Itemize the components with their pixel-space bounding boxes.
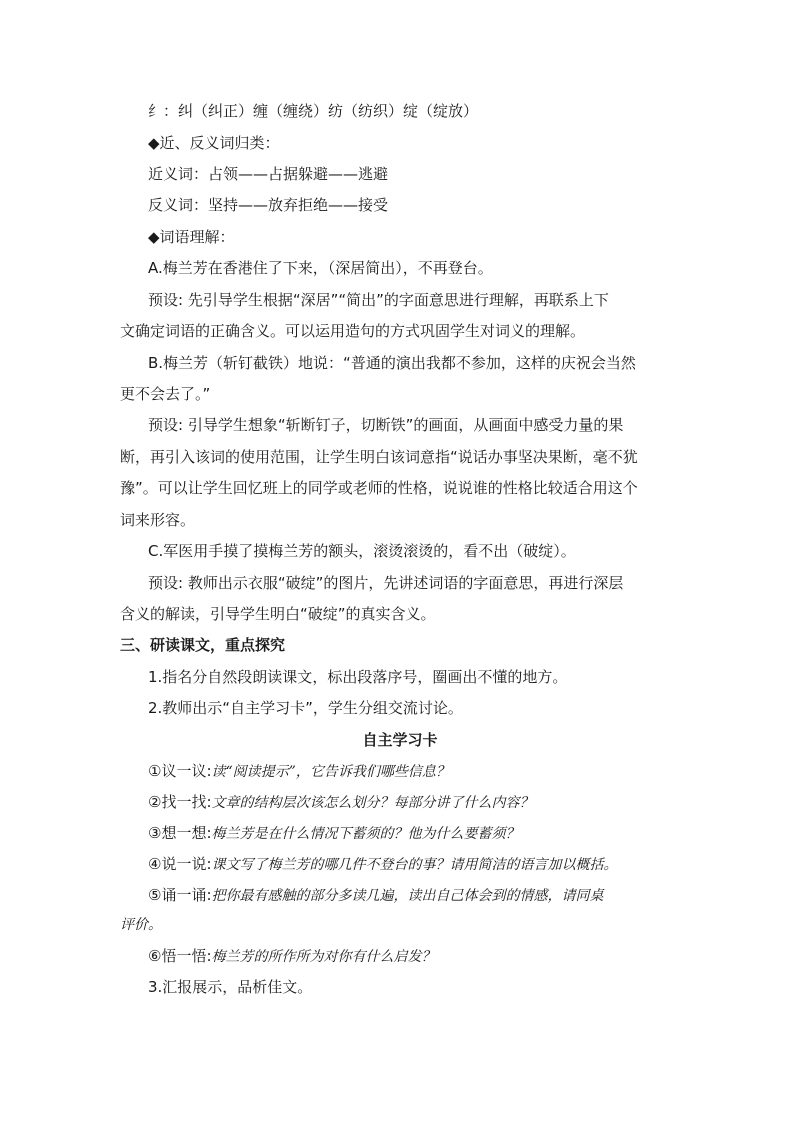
card-item-text: 梅兰芳的所作所为对你有什么启发？ [211, 949, 436, 965]
text-line: ◆近、反义词归类： [148, 134, 280, 152]
card-item-label: ⑥悟一悟: [148, 947, 212, 965]
text-line: 纟：纠（纠正）缠（缠绕）纺（纺织）绽（绽放） [148, 102, 479, 120]
text-line: A.梅兰芳在香港住了下来，（深居简出），不再登台。 [148, 259, 493, 277]
text-line: 预设: 先引导学生根据“深居”“简出”的字面意思进行理解，再联系上下 [148, 291, 609, 309]
card-item-text: 梅兰芳是在什么情况下蓄须的？他为什么要蓄须？ [211, 826, 520, 842]
text-line: 预设: 教师出示衣服“破绽”的图片，先讲述词语的字面意思，再进行深层 [148, 574, 624, 592]
text-line: 豫”。可以让学生回忆班上的同学或老师的性格，说说谁的性格比较适合用这个 [120, 479, 638, 497]
card-item [148, 885, 708, 906]
card-item-text: 读“阅读提示”，它告诉我们哪些信息？ [211, 764, 450, 780]
card-title: 自主学习卡 [362, 731, 438, 749]
text-line: 3.汇报展示，品析佳文。 [148, 978, 313, 996]
text-line: 更不会去了。” [120, 385, 211, 403]
text-line: 2.教师出示“自主学习卡”，学生分组交流讨论。 [148, 699, 463, 717]
text-line: ◆词语理解： [148, 228, 235, 246]
card-item [148, 946, 708, 967]
card-item [120, 914, 680, 935]
card-item-label: ③想一想: [148, 824, 212, 842]
text-line: 断，再引入该词的使用范围，让学生明白该词意指“说话办事坚决果断，毫不犹 [120, 448, 638, 466]
section-heading: 三、研读课文，重点探究 [120, 636, 286, 654]
text-line: 反义词：坚持——放弃拒绝——接受 [148, 196, 389, 214]
card-item-text: 课文写了梅兰芳的哪几件不登台的事？请用简洁的语言加以概括。 [211, 857, 618, 873]
card-item [148, 823, 708, 844]
card-item [148, 854, 708, 875]
text-line: C.军医用手摸了摸梅兰芳的额头，滚烫滚烫的，看不出（破绽）。 [148, 542, 576, 560]
card-item-label: ⑤诵一诵: [148, 886, 212, 904]
text-line: 预设: 引导学生想象“斩断钉子，切断铁”的画面，从画面中感受力量的果 [148, 416, 624, 434]
card-item [148, 761, 708, 782]
text-line: 词来形容。 [120, 511, 196, 529]
card-item-label: ②找一找: [148, 793, 212, 811]
text-line: 1.指名分自然段朗读课文，标出段落序号，圈画出不懂的地方。 [148, 668, 568, 686]
text-line: B.梅兰芳（斩钉截铁）地说：“普通的演出我都不参加，这样的庆祝会当然 [148, 354, 636, 372]
text-line: 含义的解读，引导学生明白“破绽”的真实含义。 [120, 605, 436, 623]
card-item-text: 文章的结构层次该怎么划分？每部分讲了什么内容？ [211, 795, 534, 811]
card-item [148, 792, 708, 813]
card-item-text: 把你最有感触的部分多读几遍，读出自己体会到的情感，请同桌 [211, 888, 604, 904]
card-item-text: 评价。 [120, 917, 162, 933]
text-line: 近义词：占领——占据躲避——逃避 [148, 165, 389, 183]
card-item-label: ①议一议: [148, 762, 212, 780]
text-line: 文确定词语的正确含义。可以运用造句的方式巩固学生对词义的理解。 [120, 322, 586, 340]
card-item-label: ④说一说: [148, 855, 212, 873]
